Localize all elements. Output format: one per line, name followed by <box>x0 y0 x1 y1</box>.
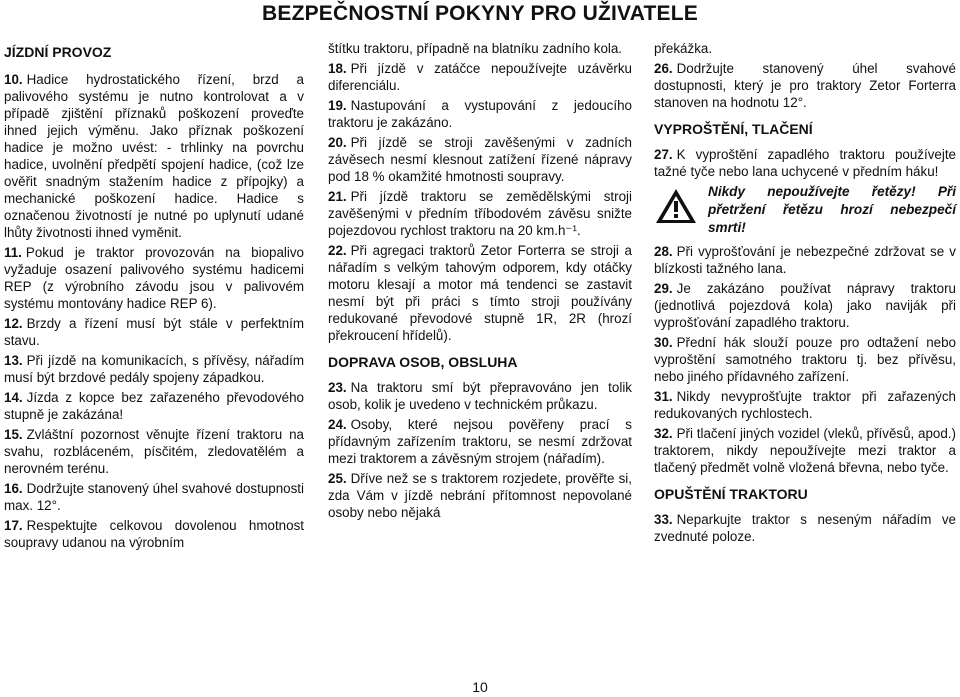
item-number: 18. <box>328 61 347 76</box>
item-list <box>4 71 304 551</box>
item-text: Nastupování a vystupování z jedoucího traktoru je zakázáno. <box>328 98 632 130</box>
item-list <box>654 243 956 476</box>
list-item <box>328 134 632 185</box>
list-item <box>654 243 956 277</box>
list-item <box>654 334 956 385</box>
list-item <box>328 416 632 467</box>
list-item <box>654 388 956 422</box>
list-item <box>4 389 304 423</box>
page-number: 10 <box>472 679 488 695</box>
list-item <box>4 352 304 386</box>
item-text: Při agregaci traktorů Zetor Forterra se stroji a nářadím s velkým tahovým odporem, kdy otáčky motoru klesají a motor má tendenci se zastavit nesmí být při práci s tímto stroji používány redukované převodové stupně 1R, 2R (hrozí překroucení hřídelů). <box>328 243 632 343</box>
item-text: K vyproštění zapadlého traktoru používejte tažné tyče nebo lana uchycené v předním háku! <box>654 147 956 179</box>
list-item <box>4 71 304 241</box>
column-left <box>4 44 304 554</box>
item-number: 32. <box>654 426 673 441</box>
list-item <box>328 379 632 413</box>
item-number: 17. <box>4 518 23 533</box>
item-text: Hadice hydrostatického řízení, brzd a palivového systému je nutno kontrolovat a v případě zjištění příznaků poškození proveďte ihned jejich výměnu. Jako příznak poškození hadice je možno uvést: - trhlinky na povrchu hadice, uvolnění předpětí spojení hadice, (což lze ověřit snadným stažením hadice z přípojky) a mechanické poškození hadice. Hadice s označenou životností je nutné po uplynutí udané lhůty životnosti ihned vyměnit. <box>4 72 304 240</box>
item-text: Brzdy a řízení musí být stále v perfektním stavu. <box>4 316 304 348</box>
item-text: Přední hák slouží pouze pro odtažení nebo vyproštění samotného traktoru tj. bez přívěsu, nebo jiného přídavného zařízení. <box>654 335 956 384</box>
item-text: Osoby, které nejsou pověřeny prací s přídavným zařízením traktoru, se nesmí zdržovat mezi traktorem a závěsným strojem (nářadím). <box>328 417 632 466</box>
list-item <box>654 280 956 331</box>
item-text: Je zakázáno používat nápravy traktoru (jednotlivá pojezdová kola) jako naviják při vyprošťování zapadlého traktoru. <box>654 281 956 330</box>
item-number: 30. <box>654 335 673 350</box>
list-item <box>4 315 304 349</box>
item-number: 10. <box>4 72 23 87</box>
item-number: 21. <box>328 189 347 204</box>
item-number: 29. <box>654 281 673 296</box>
item-text: Neparkujte traktor s neseným nářadím ve zvednuté poloze. <box>654 512 956 544</box>
item-text: Dodržujte stanovený úhel svahové dostupnosti, který je pro traktory Zetor Forterra stanoven na hodnotu 12°. <box>654 61 956 110</box>
item-number: 15. <box>4 427 23 442</box>
item-text: Pokud je traktor provozován na biopalivo vyžaduje osazení palivového systému hadicemi REP (z výrobního závodu jsou v palivovém systému montovány hadice REP 6). <box>4 245 304 311</box>
warning-triangle-icon <box>654 183 698 229</box>
item-number: 33. <box>654 512 673 527</box>
list-item <box>654 146 956 180</box>
item-text: Zvláštní pozornost věnujte řízení traktoru na svahu, rozbláceném, písčitém, zledovatělém a nerovném terénu. <box>4 427 304 476</box>
item-text: Při jízdě traktoru se zemědělskými stroji zavěšenými v předním tříbodovém závěsu snižte pojezdovou rychlost traktoru na 20 km.h⁻¹. <box>328 189 632 238</box>
item-number: 28. <box>654 244 673 259</box>
column-right <box>654 40 956 548</box>
item-text: Dříve než se s traktorem rozjedete, prověřte si, zda Vám v jízdě nebrání přítomnost nepovolané osoby nebo nějaká <box>328 471 632 520</box>
item-text: Nikdy nevyprošťujte traktor při zařazených redukovaných rychlostech. <box>654 389 956 421</box>
list-item <box>328 188 632 239</box>
item-text: Při jízdě na komunikacích, s přívěsy, nářadím musí být brzdové pedály spojeny západkou. <box>4 353 304 385</box>
item-text: Při vyprošťování je nebezpečné zdržovat se v blízkosti tažného lana. <box>654 244 956 276</box>
item-number: 27. <box>654 147 673 162</box>
item-text: Při jízdě se stroji zavěšenými v zadních závěsech nesmí klesnout zatížení řízené nápravy pod 18 % okamžité hmotnosti soupravy. <box>328 135 632 184</box>
list-item <box>654 60 956 111</box>
item-number: 22. <box>328 243 347 258</box>
list-item <box>4 244 304 312</box>
list-item <box>328 242 632 344</box>
list-item <box>654 425 956 476</box>
item-text: Při jízdě v zatáčce nepoužívejte uzávěrku diferenciálu. <box>328 61 632 93</box>
list-item <box>4 426 304 477</box>
item-number: 12. <box>4 316 23 331</box>
list-item <box>4 480 304 514</box>
list-item <box>4 517 304 551</box>
warning-box <box>654 183 956 237</box>
warning-text: Nikdy nepoužívejte řetězy! Při přetržení řetězu hrozí nebezpečí smrti! <box>708 184 956 235</box>
list-item <box>328 97 632 131</box>
column-middle <box>328 40 632 524</box>
section-heading-traffic: JÍZDNÍ PROVOZ <box>4 44 112 60</box>
section-heading-leaving: OPUŠTĚNÍ TRAKTORU <box>654 486 808 502</box>
page-title: BEZPEČNOSTNÍ POKYNY PRO UŽIVATELE <box>262 2 698 25</box>
item-number: 26. <box>654 61 673 76</box>
item-number: 31. <box>654 389 673 404</box>
item-number: 25. <box>328 471 347 486</box>
item-number: 13. <box>4 353 23 368</box>
item-number: 19. <box>328 98 347 113</box>
continuation-text: štítku traktoru, případně na blatníku zadního kola. <box>328 41 623 56</box>
item-number: 24. <box>328 417 347 432</box>
list-item <box>654 511 956 545</box>
item-number: 14. <box>4 390 23 405</box>
item-list <box>328 379 632 521</box>
item-number: 16. <box>4 481 23 496</box>
item-text: Jízda z kopce bez zařazeného převodového stupně je zakázána! <box>4 390 304 422</box>
item-text: Respektujte celkovou dovolenou hmotnost soupravy udanou na výrobním <box>4 518 304 550</box>
continuation-text: překážka. <box>654 41 713 56</box>
item-text: Při tlačení jiných vozidel (vleků, přívěsů, apod.) traktorem, nikdy nepoužívejte mezi traktor a tlačený předmět volně vložená břevna, nebo tyče. <box>654 426 956 475</box>
item-number: 23. <box>328 380 347 395</box>
list-item <box>328 60 632 94</box>
item-number: 20. <box>328 135 347 150</box>
section-heading-recovery: VYPROŠTĚNÍ, TLAČENÍ <box>654 121 813 137</box>
list-item <box>328 470 632 521</box>
item-number: 11. <box>4 245 22 260</box>
item-text: Dodržujte stanovený úhel svahové dostupnosti max. 12°. <box>4 481 304 513</box>
item-text: Na traktoru smí být přepravováno jen tolik osob, kolik je uvedeno v technickém průkazu. <box>328 380 632 412</box>
item-list <box>328 60 632 344</box>
section-heading-transport: DOPRAVA OSOB, OBSLUHA <box>328 354 518 370</box>
